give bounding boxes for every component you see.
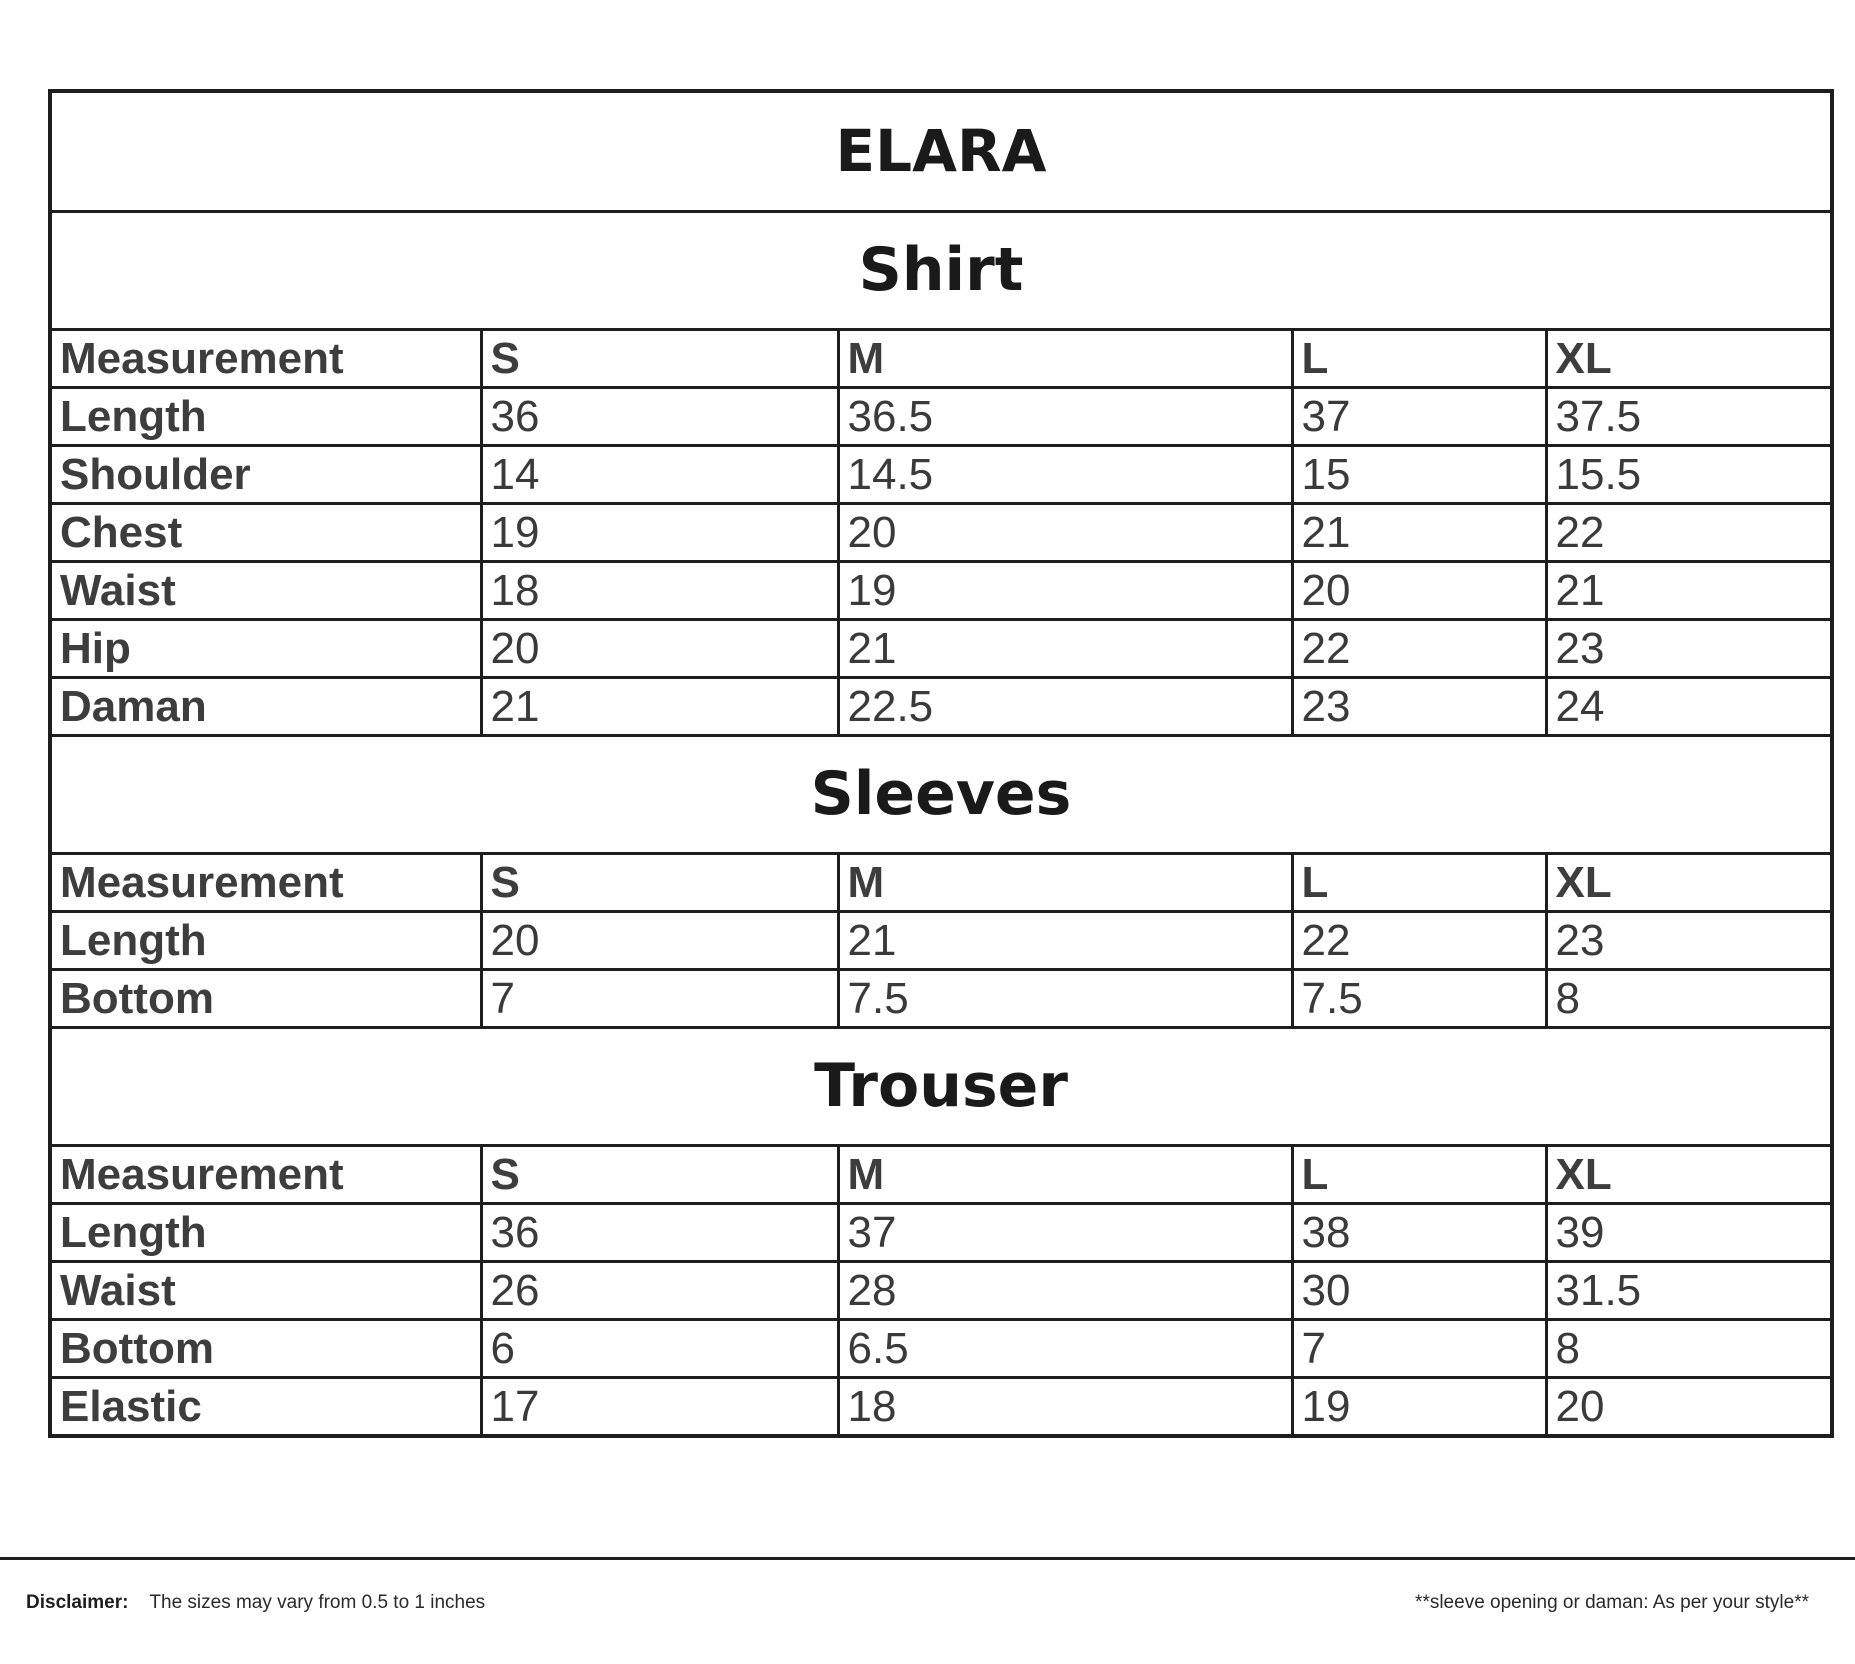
measurement-value: 20 [838,504,1292,562]
brand-row [50,91,1832,212]
size-header-s: S [481,854,838,912]
disclaimer-text: The sizes may vary from 0.5 to 1 inches [149,1592,486,1613]
measurement-value: 21 [838,620,1292,678]
measurement-value: 37.5 [1546,388,1832,446]
shirt-header-row [50,330,1832,388]
trouser-section-row [50,1028,1832,1146]
measurement-value: 36 [481,1204,838,1262]
measurement-value: 8 [1546,1320,1832,1378]
trouser-section-title: Trouser [50,1028,1832,1146]
measurement-value: 36 [481,388,838,446]
measurement-header: Measurement [50,330,481,388]
footer [26,1592,1809,1622]
measurement-value: 19 [838,562,1292,620]
measurement-label: Chest [50,504,481,562]
measurement-label: Elastic [50,1378,481,1437]
size-header-xl: XL [1546,854,1832,912]
measurement-value: 22 [1546,504,1832,562]
table-row [50,388,1832,446]
size-header-l: L [1292,1146,1546,1204]
footer-divider [0,1557,1855,1560]
measurement-value: 17 [481,1378,838,1437]
measurement-value: 7 [1292,1320,1546,1378]
measurement-value: 31.5 [1546,1262,1832,1320]
measurement-value: 6 [481,1320,838,1378]
shirt-section-row [50,212,1832,330]
table-row [50,678,1832,736]
table-row [50,446,1832,504]
table-row [50,970,1832,1028]
table-row [50,504,1832,562]
size-header-m: M [838,854,1292,912]
measurement-value: 7 [481,970,838,1028]
measurement-value: 8 [1546,970,1832,1028]
measurement-label: Bottom [50,970,481,1028]
table-row [50,1378,1832,1437]
shirt-section-title: Shirt [50,212,1832,330]
brand-title: ELARA [50,91,1832,212]
measurement-value: 22 [1292,912,1546,970]
measurement-value: 24 [1546,678,1832,736]
measurement-label: Waist [50,562,481,620]
measurement-value: 19 [481,504,838,562]
measurement-value: 22 [1292,620,1546,678]
measurement-value: 21 [838,912,1292,970]
size-header-xl: XL [1546,330,1832,388]
table-row [50,1262,1832,1320]
table-row [50,562,1832,620]
measurement-value: 18 [838,1378,1292,1437]
measurement-value: 21 [1546,562,1832,620]
sleeves-section-title: Sleeves [50,736,1832,854]
measurement-value: 21 [481,678,838,736]
style-note: **sleeve opening or daman: As per your style** [1415,1592,1809,1613]
measurement-value: 15 [1292,446,1546,504]
trouser-header-row [50,1146,1832,1204]
measurement-value: 20 [481,620,838,678]
size-header-l: L [1292,330,1546,388]
measurement-value: 28 [838,1262,1292,1320]
size-chart-table [48,89,1834,1438]
disclaimer-label: Disclaimer: [26,1592,129,1613]
measurement-header: Measurement [50,1146,481,1204]
table-row [50,620,1832,678]
measurement-value: 39 [1546,1204,1832,1262]
table-row [50,912,1832,970]
measurement-label: Length [50,1204,481,1262]
measurement-value: 23 [1546,620,1832,678]
measurement-value: 7.5 [838,970,1292,1028]
measurement-label: Bottom [50,1320,481,1378]
measurement-value: 23 [1292,678,1546,736]
measurement-value: 20 [481,912,838,970]
table-row [50,1320,1832,1378]
measurement-value: 18 [481,562,838,620]
sleeves-header-row [50,854,1832,912]
measurement-label: Waist [50,1262,481,1320]
measurement-value: 37 [1292,388,1546,446]
measurement-value: 15.5 [1546,446,1832,504]
measurement-label: Length [50,388,481,446]
measurement-value: 36.5 [838,388,1292,446]
measurement-label: Length [50,912,481,970]
measurement-label: Shoulder [50,446,481,504]
measurement-value: 20 [1292,562,1546,620]
size-header-m: M [838,330,1292,388]
table-row [50,1204,1832,1262]
size-header-xl: XL [1546,1146,1832,1204]
measurement-value: 14 [481,446,838,504]
measurement-value: 23 [1546,912,1832,970]
measurement-value: 20 [1546,1378,1832,1437]
measurement-value: 14.5 [838,446,1292,504]
measurement-value: 26 [481,1262,838,1320]
measurement-value: 37 [838,1204,1292,1262]
measurement-value: 30 [1292,1262,1546,1320]
measurement-label: Daman [50,678,481,736]
measurement-value: 6.5 [838,1320,1292,1378]
measurement-value: 21 [1292,504,1546,562]
sleeves-section-row [50,736,1832,854]
measurement-value: 22.5 [838,678,1292,736]
measurement-value: 38 [1292,1204,1546,1262]
disclaimer [26,1592,485,1614]
size-header-m: M [838,1146,1292,1204]
measurement-label: Hip [50,620,481,678]
size-header-s: S [481,1146,838,1204]
measurement-value: 19 [1292,1378,1546,1437]
size-header-s: S [481,330,838,388]
measurement-header: Measurement [50,854,481,912]
size-header-l: L [1292,854,1546,912]
measurement-value: 7.5 [1292,970,1546,1028]
